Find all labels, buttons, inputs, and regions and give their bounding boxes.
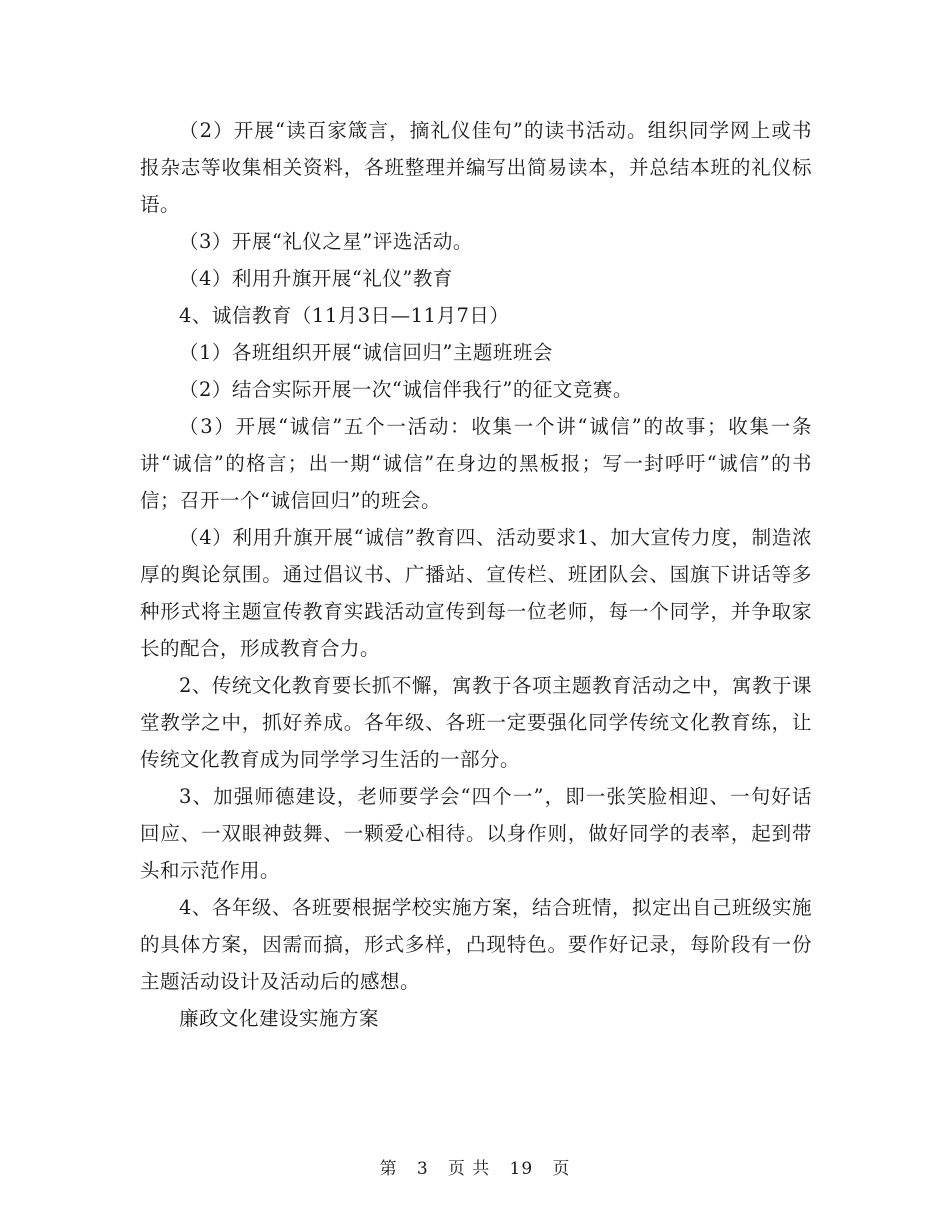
footer-current-page: 3 xyxy=(416,1159,429,1179)
footer-suffix: 页 xyxy=(552,1159,571,1179)
paragraph-teacher-ethics: 3、加强师德建设，老师要学会“四个一”，即一张笑脸相迎、一句好话回应、一双眼神鼓舞、一颗爱心相待。以身作则，做好同学的表率，起到带头和示范作用。 xyxy=(140,785,812,882)
paragraph-etiquette-star: （3）开展“礼仪之星”评选活动。 xyxy=(179,230,473,253)
paragraph-class-meeting: （1）各班组织开展“诚信回归”主题班班会 xyxy=(179,341,553,364)
paragraph-class-plans: 4、各年级、各班要根据学校实施方案，结合班情，拟定出自己班级实施的具体方案，因需而搞，形式多样，凸现特色。要作好记录，每阶段有一份主题活动设计及活动后的感想。 xyxy=(140,896,812,993)
document-body xyxy=(140,112,812,1037)
paragraph-traditional-culture: 2、传统文化教育要长抓不懈，寓教于各项主题教育活动之中，寓教于课堂教学之中，抓好养成。各年级、各班一定要强化同学传统文化教育练，让传统文化教育成为同学学习生活的一部分。 xyxy=(140,674,812,771)
paragraph-five-ones: （3）开展“诚信”五个一活动：收集一个讲“诚信”的故事；收集一条讲“诚信”的格言；出一期“诚信”在身边的黑板报；写一封呼吁“诚信”的书信；召开一个“诚信回归”的班会。 xyxy=(140,415,812,512)
footer-total-pages: 19 xyxy=(509,1159,534,1179)
paragraph-requirements: （4）利用升旗开展“诚信”教育四、活动要求1、加大宣传力度，制造浓厚的舆论氛围。通过倡议书、广播站、宣传栏、班团队会、国旗下讲话等多种形式将主题宣传教育实践活动宣传到每一位老师，每一个同学，并争取家长的配合，形成教育合力。 xyxy=(140,526,812,660)
paragraph-essay-contest: （2）结合实际开展一次“诚信伴我行”的征文竞赛。 xyxy=(179,378,633,401)
paragraph-next-title: 廉政文化建设实施方案 xyxy=(179,1007,380,1030)
footer-prefix: 第 xyxy=(379,1159,398,1179)
paragraph-integrity-heading: 4、诚信教育（11月3日—11月7日） xyxy=(179,304,510,327)
page-footer xyxy=(0,1154,950,1179)
paragraph-flag-etiquette: （4）利用升旗开展“礼仪”教育 xyxy=(179,267,453,290)
paragraph-reading-activity: （2）开展“读百家箴言，摘礼仪佳句”的读书活动。组织同学网上或书报杂志等收集相关资料，各班整理并编写出简易读本，并总结本班的礼仪标语。 xyxy=(140,119,812,216)
footer-middle: 页 共 xyxy=(447,1159,491,1179)
